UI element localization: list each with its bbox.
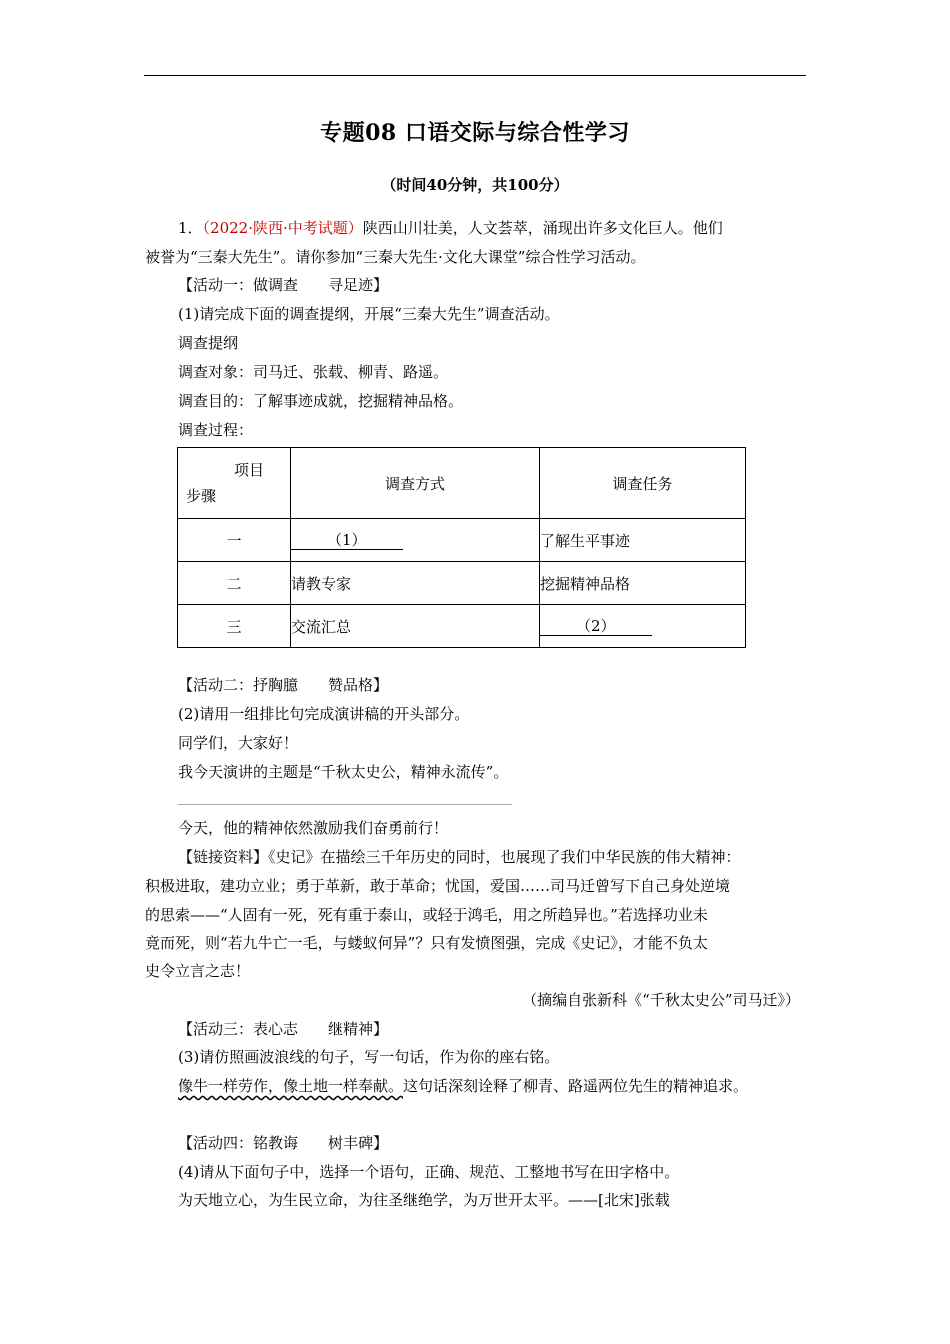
activity1-task: (1)请完成下面的调查提纲，开展“三秦大先生”调查活动。 <box>178 305 560 323</box>
row-step: 一 <box>178 519 291 562</box>
row-task: 挖掘精神品格 <box>540 562 746 605</box>
link-material-line-1: 【链接资料】《史记》在描绘三千年历史的同时，也展现了我们中华民族的伟大精神： <box>178 848 741 866</box>
row-method-cell <box>291 519 540 562</box>
row-step: 二 <box>178 562 291 605</box>
answer-line[interactable] <box>178 804 512 805</box>
answer-blank-1[interactable]: （1） <box>291 531 403 550</box>
wavy-sentence: 像牛一样劳作，像土地一样奉献。 <box>178 1077 404 1095</box>
survey-table <box>177 447 746 648</box>
row-method: 请教专家 <box>291 562 540 605</box>
link-material-line-5: 史令立言之志！ <box>145 962 251 980</box>
header-task: 调查任务 <box>540 448 746 519</box>
question-intro-line-1 <box>178 218 723 238</box>
activity3-example <box>178 1076 748 1096</box>
activity4-task: (4)请从下面句子中，选择一个语句，正确、规范、工整地书写在田字格中。 <box>178 1163 680 1181</box>
header-item: 项目 <box>233 461 264 479</box>
link-material-line-3: 的思索——“人固有一死，死有重于泰山，或轻于鸿毛，用之所趋异也。”若选择功业未 <box>145 906 708 924</box>
question-intro-text: 陕西山川壮美，人文荟萃，涌现出许多文化巨人。他们 <box>362 219 723 237</box>
page-title: 专题08 口语交际与综合性学习 <box>320 120 630 146</box>
zhangzai-quote: 为天地立心，为生民立命，为往圣继绝学，为万世开太平。——[北宋]张载 <box>178 1191 670 1209</box>
survey-target: 调查对象：司马迁、张载、柳青、路遥。 <box>178 363 449 381</box>
activity1-heading: 【活动一：做调查 寻足迹】 <box>178 276 389 294</box>
survey-purpose: 调查目的：了解事迹成就，挖掘精神品格。 <box>178 392 464 410</box>
row-task: 了解生平事迹 <box>540 519 746 562</box>
material-source: （摘编自张新科《“千秋太史公”司马迁》） <box>522 991 800 1009</box>
link-material-line-2: 积极进取，建功立业；勇于革新，敢于革命；忧国，爱国……司马迁曾写下自己身处逆境 <box>145 877 731 895</box>
table-diagonal-header <box>178 448 291 519</box>
speech-theme: 我今天演讲的主题是“千秋太史公，精神永流传”。 <box>178 763 509 781</box>
activity2-task: (2)请用一组排比句完成演讲稿的开头部分。 <box>178 705 470 723</box>
page-subtitle: （时间40分钟，共100分） <box>381 176 569 194</box>
speech-closing: 今天，他的精神依然激励我们奋勇前行！ <box>178 819 449 837</box>
question-number: 1． <box>178 219 203 237</box>
header-method: 调查方式 <box>291 448 540 519</box>
table-header-row <box>178 448 746 519</box>
row-task-cell <box>540 605 746 648</box>
header-rule <box>144 75 806 76</box>
activity3-task: (3)请仿照画波浪线的句子，写一句话，作为你的座右铭。 <box>178 1048 560 1066</box>
table-row <box>178 519 746 562</box>
survey-process: 调查过程： <box>178 421 254 439</box>
activity3-heading: 【活动三：表心志 继精神】 <box>178 1020 389 1038</box>
row-method: 交流汇总 <box>291 605 540 648</box>
header-step: 步骤 <box>186 487 217 505</box>
example-rest: 这句话深刻诠释了柳青、路遥两位先生的精神追求。 <box>403 1077 749 1095</box>
table-row <box>178 562 746 605</box>
question-source-tag: （2022·陕西·中考试题） <box>202 219 363 237</box>
question-intro-line-2: 被誉为“三秦大先生”。请你参加“三秦大先生·文化大课堂”综合性学习活动。 <box>145 248 646 266</box>
row-step: 三 <box>178 605 291 648</box>
activity4-heading: 【活动四：铭教诲 树丰碑】 <box>178 1134 389 1152</box>
link-material-line-4: 竟而死，则“若九牛亡一毛，与蝼蚁何异”？只有发愤图强，完成《史记》，才能不负太 <box>145 934 708 952</box>
table-row <box>178 605 746 648</box>
answer-blank-2[interactable]: （2） <box>540 617 652 636</box>
speech-greeting: 同学们，大家好！ <box>178 734 299 752</box>
activity2-heading: 【活动二：抒胸臆 赞品格】 <box>178 676 389 694</box>
outline-title: 调查提纲 <box>178 334 239 352</box>
